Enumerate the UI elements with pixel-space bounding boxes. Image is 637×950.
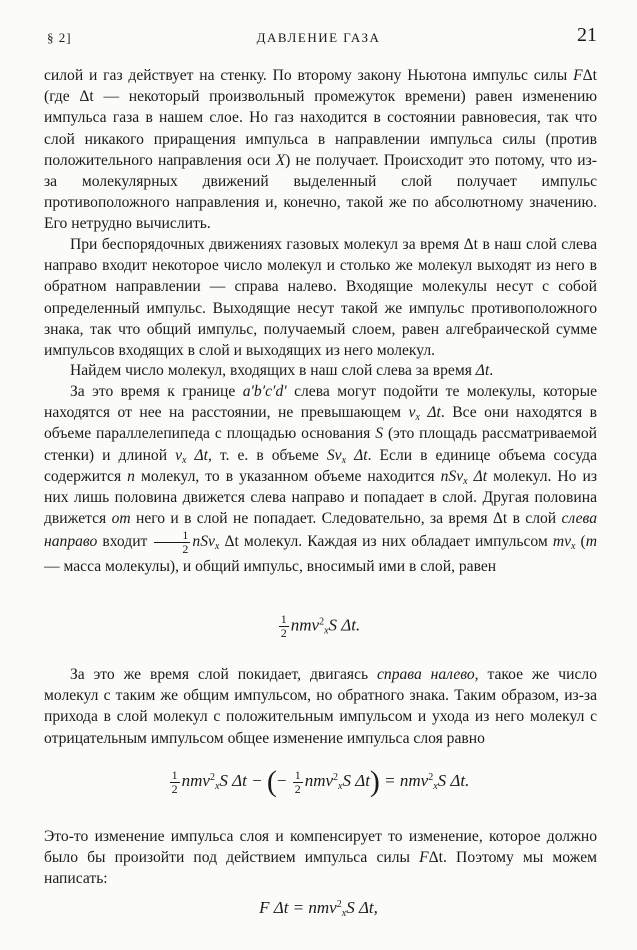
equation-2: $\frac{1}{2}$ nmv$^2_x$S Δt − (− $\frac{1}{2}$ nmv$^2_x$S Δt) = nmv$^2_x$S Δt. <box>171 765 470 798</box>
equation-3: F Δt = nmv$^2_x$S Δt, <box>259 898 378 919</box>
page-number: 21 <box>577 24 597 46</box>
equation-1: $\frac{1}{2}$ nmv$^2_x$S Δt. <box>280 612 361 640</box>
paragraph-4: За это время к границе a′b′c′d′ слева могут подойти те молекулы, которые находятся от нее на расстоянии, не превышающем $v_x$ Δt. Все они находятся в объеме параллелепипеда с площадью основания S (это площадь рассматриваемой стенки) и длиной $v_x$ Δt, т. е. в объеме $Sv_x$ Δt. Если в единице объема сосуда содержится n молекул, то в указанном объеме находится nSv$_x$ Δt молекул. Но из них лишь половина движется слева направо и попадает в слой. Другая половина движется от него и в слой не попадает. Следовательно, за время Δt в слой слева направо входит $\frac{1}{2}$ nSv$_x$ Δt молекул. Каждая из них обладает импульсом $mv_x$ (m — масса молекулы), и общий импульс, вносимый ими в слой, равен <box>44 383 598 576</box>
section-number: § 2] <box>47 30 72 45</box>
paragraph-2: При беспорядочных движениях газовых молекул за время Δt в наш слой слева направо входит некоторое число молекул и столько же молекул выходят из него в обратном направлении — справа налево. Входящие молекулы несут с собой определенный импульс. Выходящие несут такой же импульс противоположного знака, так что общий импульс, получаемый слоем, равен алгебраической сумме импульсов входящих в слой и выходящих из него молекул. <box>44 236 597 360</box>
paragraph-5: За это же время слой покидает, двигаясь справа налево, такое же число молекул с таким же общим импульсом, но обратного знака. Таким образом, из-за прихода в слой молекул с положительным импульсом и ухода из него молекул с отрицательным импульсом общее изменение импульса слоя равно <box>44 666 597 747</box>
running-title: ДАВЛЕНИЕ ГАЗА <box>256 30 381 45</box>
fraction-half: $\frac{1}{2}$ <box>154 529 190 556</box>
paragraph-3: Найдем число молекул, входящих в наш слой слева за время Δt. <box>70 362 494 379</box>
paragraph-1: силой и газ действует на стенку. По второму закону Ньютона импульс силы FΔt (где Δt — некоторый произвольный промежуток времени) равен изменению импульса газа в нашем слое. Но газ находится в состоянии равновесия, так что слой никакого приращения импульса в направлении импульса силы (против положительного направления оси X) не получает. Происходит это потому, что из-за молекулярных движений выделенный слой получает импульс противоположного направления и, конечно, такой же по абсолютному значению. Его нетрудно вычислить. <box>44 67 597 233</box>
paragraph-6: Это-то изменение импульса слоя и компенсирует то изменение, которое должно было бы произойти под действием импульса силы FΔt. Поэтому мы можем написать: <box>44 828 597 888</box>
